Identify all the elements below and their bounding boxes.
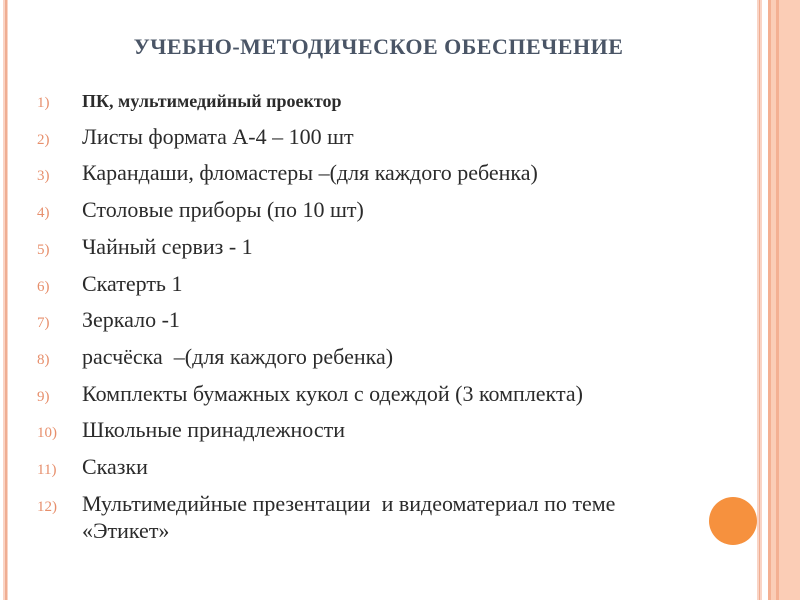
list-item-number: 12) — [37, 498, 57, 515]
list-item-number: 11) — [37, 462, 57, 479]
list-item-number: 8) — [37, 351, 50, 368]
list-item-text: Мультимедийные презентации и видеоматериал по теме «Этикет» — [82, 490, 621, 543]
list-item-text: Сказки — [82, 454, 148, 480]
list-item-number: 4) — [37, 205, 50, 222]
list-item-number: 6) — [37, 278, 50, 295]
list-item — [0, 453, 720, 484]
list-item — [0, 380, 720, 411]
list-item-number: 2) — [37, 131, 50, 148]
list-item — [0, 159, 720, 190]
list-item-number: 7) — [37, 315, 50, 332]
list-item-text: Столовые приборы (по 10 шт) — [82, 197, 364, 223]
list-item-text: Листы формата А-4 – 100 шт — [82, 123, 354, 149]
list-item — [0, 343, 720, 374]
list-item — [0, 416, 720, 447]
list-item-text: Комплекты бумажных кукол с одеждой (3 комплекта) — [82, 380, 583, 406]
list-item — [0, 306, 720, 337]
right-border-band — [768, 0, 800, 600]
list-item-text: Карандаши, фломастеры –(для каждого ребенка) — [82, 160, 538, 186]
list-item-text: Чайный сервиз - 1 — [82, 233, 253, 259]
list-item-text: расчёска –(для каждого ребенка) — [82, 343, 394, 369]
list-item-number: 5) — [37, 241, 50, 258]
list-item-text: Школьные принадлежности — [82, 417, 346, 443]
list-item — [0, 270, 720, 301]
list-item — [0, 233, 720, 264]
list-item — [0, 88, 720, 117]
list-item — [0, 196, 720, 227]
list-item-number: 1) — [37, 95, 50, 111]
list-item-number: 3) — [37, 168, 50, 185]
numbered-list — [0, 88, 720, 550]
list-item-text: ПК, мультимедийный проектор — [82, 91, 342, 111]
list-item — [0, 490, 720, 544]
list-item — [0, 123, 720, 154]
list-item-number: 9) — [37, 388, 50, 405]
slide-title: УЧЕБНО-МЕТОДИЧЕСКОЕ ОБЕСПЕЧЕНИЕ — [133, 34, 624, 59]
right-border-thin-stripe — [757, 0, 762, 600]
list-item-text: Скатерть 1 — [82, 270, 183, 296]
list-item-number: 10) — [37, 425, 57, 442]
list-item-text: Зеркало -1 — [82, 307, 180, 333]
